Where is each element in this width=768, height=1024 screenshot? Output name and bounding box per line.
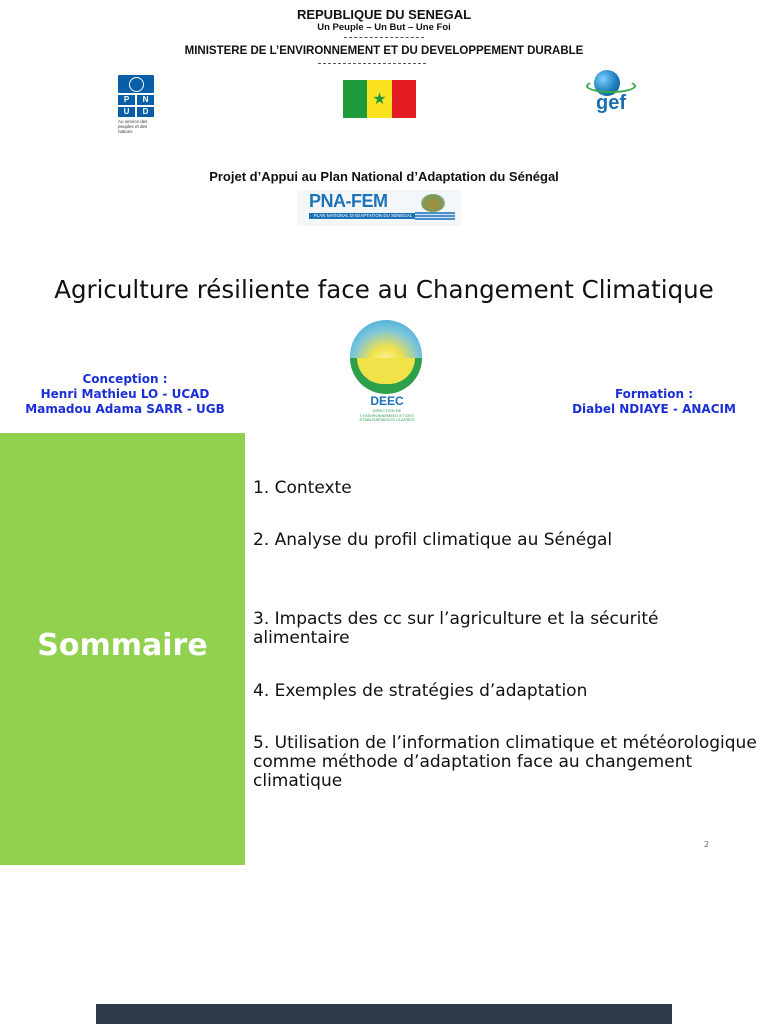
- pna-fem-logo: [297, 190, 461, 226]
- bottom-bar: [96, 1004, 672, 1024]
- deec-logo: [347, 318, 427, 422]
- undp-logo: [118, 75, 158, 134]
- stack-icon: [415, 212, 455, 220]
- formation-credits: [548, 387, 760, 417]
- undp-letter: N: [137, 95, 154, 105]
- undp-letter: P: [118, 95, 135, 105]
- page-title: Agriculture résiliente face au Changement Climatique: [54, 275, 714, 304]
- undp-letter: D: [137, 107, 154, 117]
- undp-caption: Au service des peuples et des nations: [118, 119, 148, 134]
- emblem-icon: [421, 194, 445, 212]
- page-number: 2: [704, 840, 710, 849]
- list-item: 1. Contexte: [253, 478, 352, 498]
- sommaire-title: Sommaire: [37, 628, 208, 663]
- divider: [318, 63, 426, 64]
- un-emblem-icon: [118, 75, 154, 93]
- list-item: 4. Exemples de stratégies d’adaptation: [253, 681, 588, 701]
- republic-heading: REPUBLIQUE DU SENEGAL: [296, 7, 472, 22]
- formation-label: Formation :: [614, 387, 694, 401]
- sommaire-panel: [0, 433, 245, 865]
- star-icon: ★: [372, 89, 387, 108]
- conception-credits: [10, 372, 240, 417]
- senegal-flag: [343, 80, 416, 118]
- ministry-heading: MINISTERE DE L’ENVIRONNEMENT ET DU DEVELOPPEMENT DURABLE: [184, 45, 584, 57]
- pna-fem-subtitle: PLAN NATIONAL D'ADAPTATION DU SÉNÉGAL: [309, 213, 417, 219]
- national-motto: Un Peuple – Un But – Une Foi: [317, 22, 451, 33]
- list-item: 5. Utilisation de l’information climatique et météorologique comme méthode d’adaptation face au changement climatique: [253, 733, 757, 791]
- pna-fem-name: PNA-FEM: [309, 191, 388, 211]
- divider: [344, 37, 424, 38]
- formation-trainer: Diabel NDIAYE - ANACIM: [572, 402, 736, 416]
- project-heading: Projet d’Appui au Plan National d’Adaptation du Sénégal: [209, 169, 559, 184]
- gef-logo: [586, 70, 642, 122]
- deec-name: DEEC: [370, 394, 404, 408]
- list-item: 2. Analyse du profil climatique au Sénégal: [253, 530, 613, 550]
- conception-author: Mamadou Adama SARR - UGB: [25, 402, 225, 416]
- gef-text: gef: [596, 92, 626, 114]
- list-item: 3. Impacts des cc sur l’agriculture et la sécurité alimentaire: [253, 609, 659, 648]
- conception-label: Conception :: [82, 372, 168, 386]
- undp-letter: U: [118, 107, 135, 117]
- deec-subtitle: DIRECTION DE L'ENVIRONNEMENT ET DES ETABLISSEMENTS CLASSES: [359, 408, 415, 422]
- conception-author: Henri Mathieu LO - UCAD: [40, 387, 210, 401]
